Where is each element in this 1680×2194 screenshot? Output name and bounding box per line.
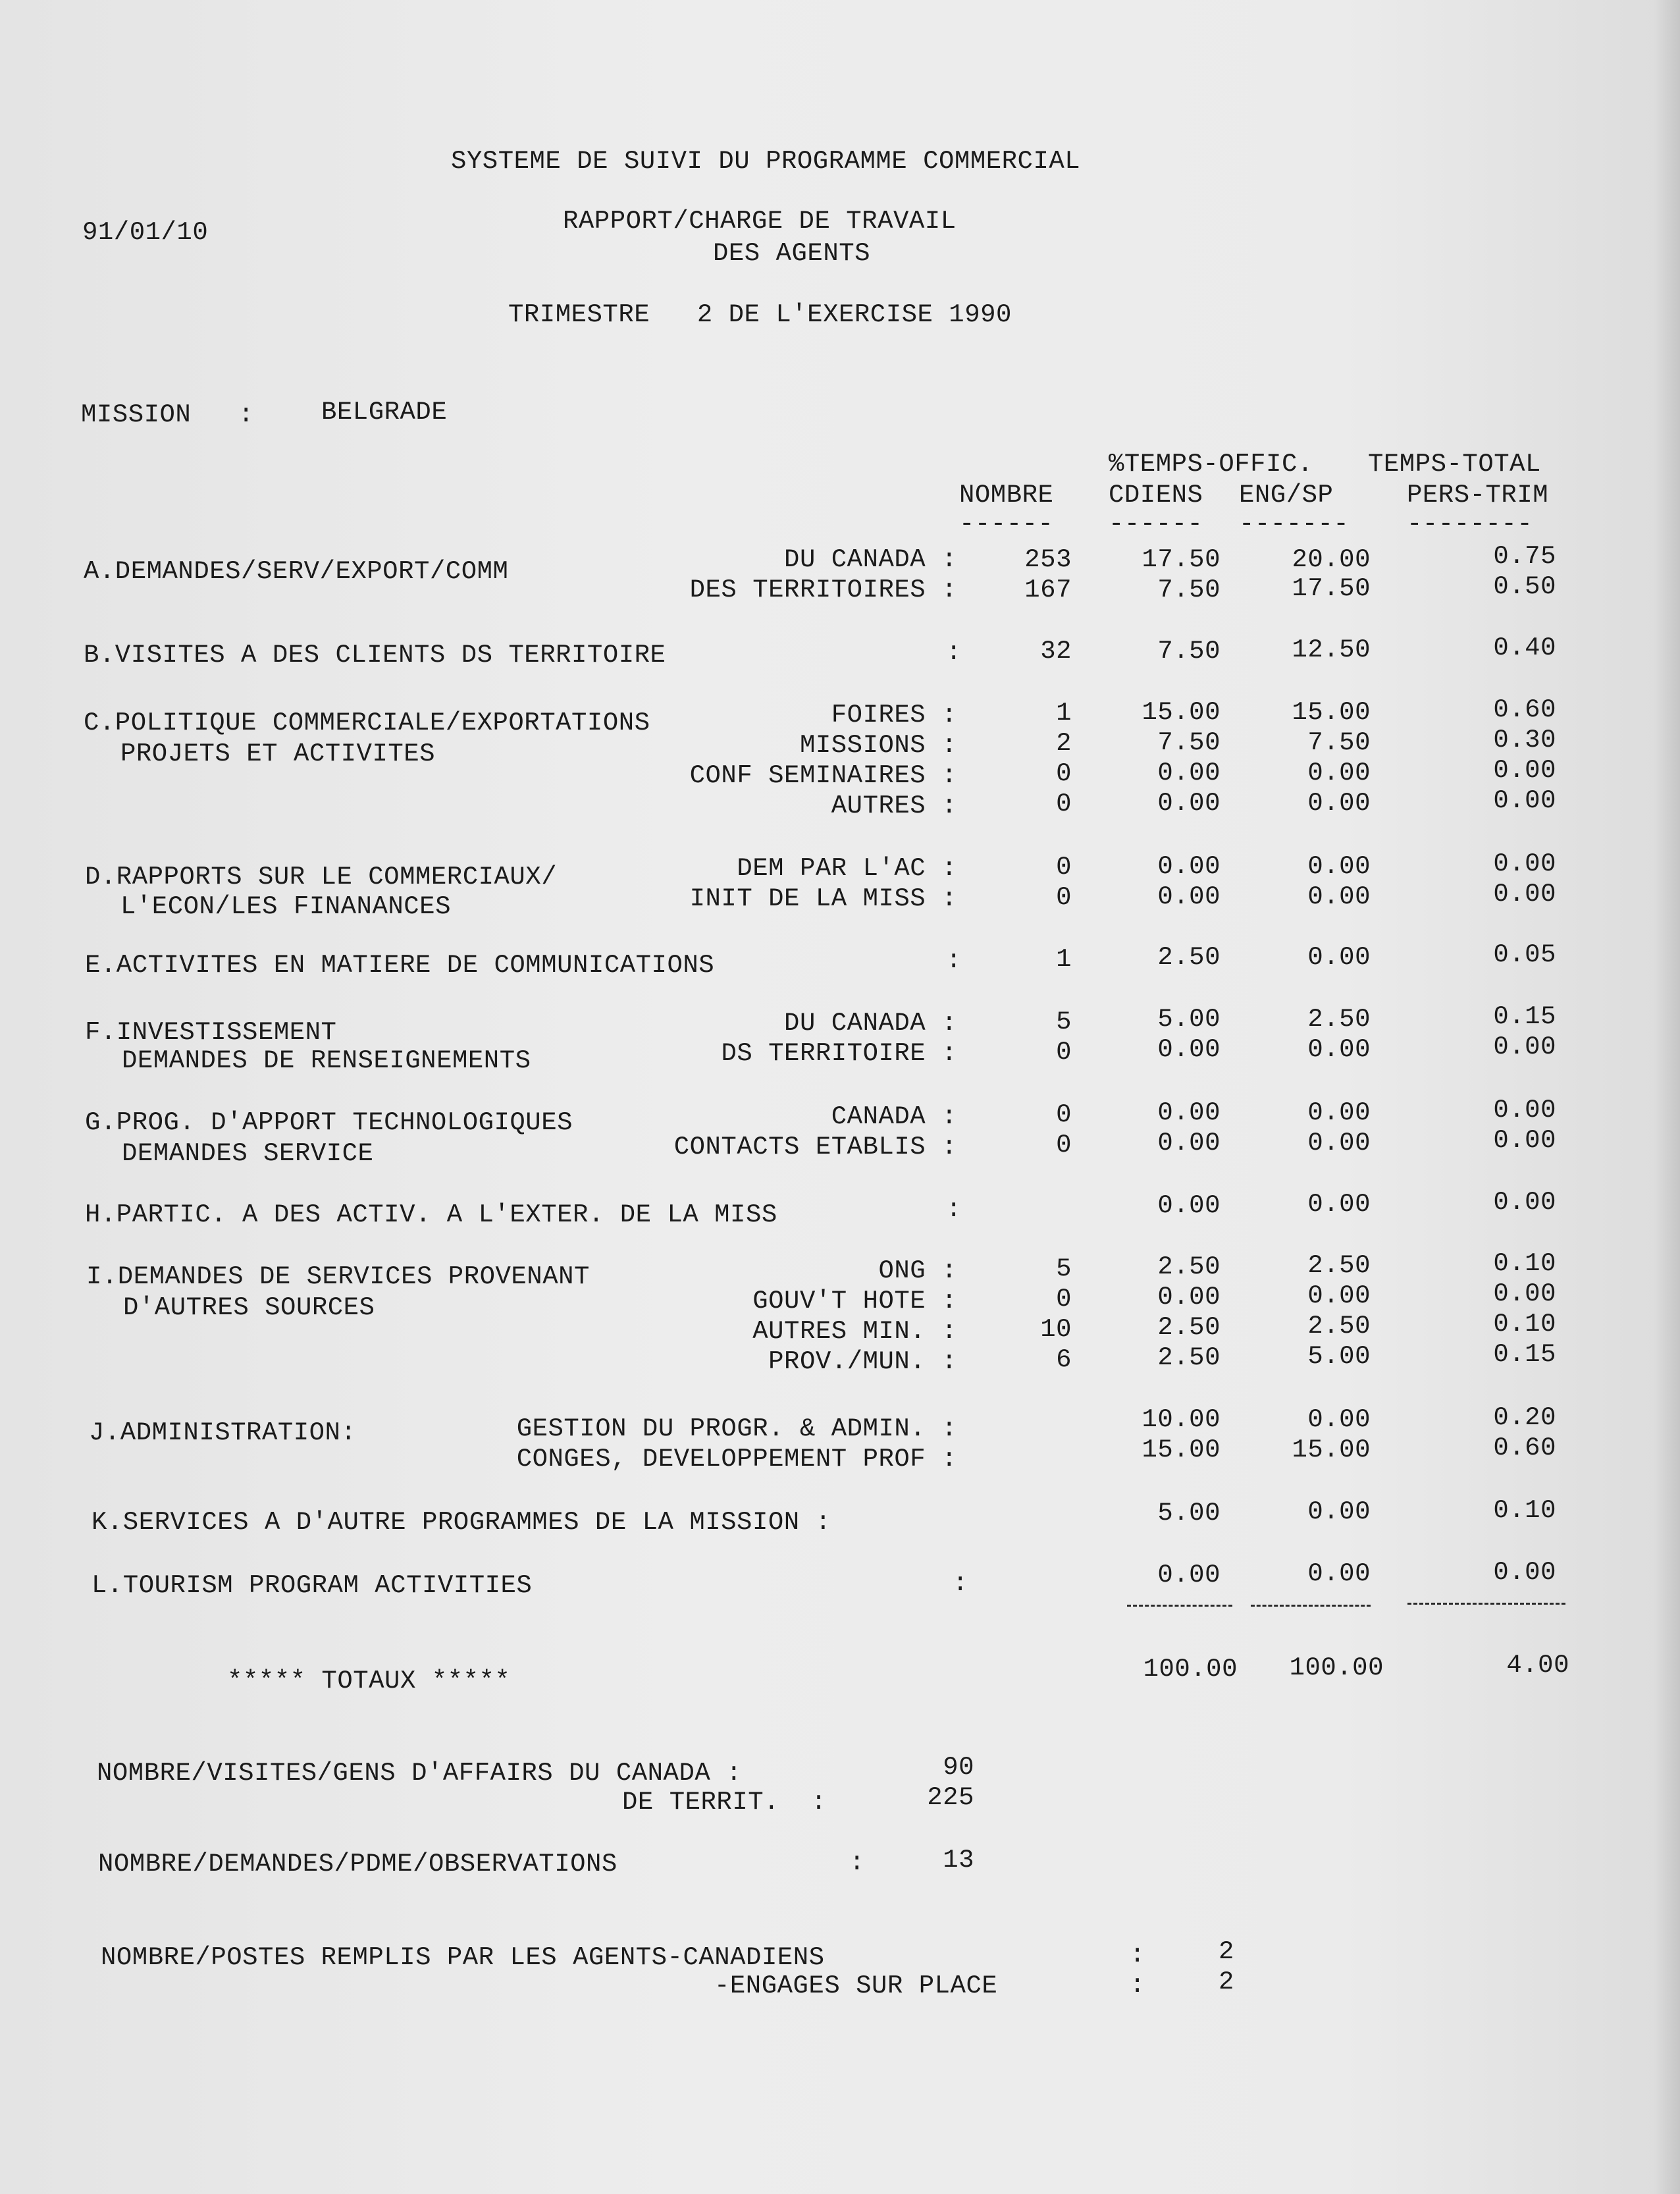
row-h-cdiens: 0.00	[1157, 1191, 1221, 1220]
row-i3-pers: 0.10	[1493, 1310, 1556, 1339]
row-c3-cdiens: 0.00	[1157, 759, 1221, 788]
row-e-colon: :	[946, 946, 962, 975]
row-a1-cdiens: 17.50	[1142, 545, 1221, 574]
row-c3-nombre: 0	[1056, 759, 1072, 788]
row-i1-pers: 0.10	[1493, 1249, 1556, 1278]
footer-demandes-value: 13	[943, 1846, 974, 1875]
row-d2-sub: INIT DE LA MISS :	[689, 884, 957, 913]
row-i2-eng: 0.00	[1307, 1281, 1371, 1310]
row-c2-eng: 7.50	[1307, 728, 1371, 757]
row-c4-sub: AUTRES :	[831, 791, 957, 820]
row-g2-cdiens: 0.00	[1157, 1129, 1221, 1158]
row-b-cdiens: 7.50	[1157, 637, 1221, 666]
row-i-label-2: D'AUTRES SOURCES	[123, 1293, 375, 1322]
row-a-label: A.DEMANDES/SERV/EXPORT/COMM	[84, 557, 509, 586]
totals-cdiens: 100.00	[1143, 1655, 1238, 1684]
row-c3-eng: 0.00	[1307, 759, 1371, 788]
col-header-nombre: NOMBRE	[959, 481, 1054, 510]
row-d-label-1: D.RAPPORTS SUR LE COMMERCIAUX/	[85, 863, 558, 892]
totals-rule-cdiens	[1127, 1605, 1232, 1607]
row-b-nombre: 32	[1040, 637, 1072, 666]
row-b-eng: 12.50	[1292, 635, 1371, 664]
row-f1-pers: 0.15	[1493, 1002, 1556, 1031]
row-a2-pers: 0.50	[1493, 572, 1556, 601]
row-f1-eng: 2.50	[1307, 1005, 1371, 1034]
row-d1-sub: DEM PAR L'AC :	[737, 854, 957, 883]
row-a1-pers: 0.75	[1493, 542, 1556, 571]
row-b-label: B.VISITES A DES CLIENTS DS TERRITOIRE	[84, 641, 666, 670]
row-f-label-1: F.INVESTISSEMENT	[85, 1018, 337, 1047]
row-l-pers: 0.00	[1493, 1558, 1556, 1587]
footer-postes-value-1: 2	[1219, 1937, 1234, 1966]
row-j2-pers: 0.60	[1493, 1433, 1556, 1462]
row-j1-sub: GESTION DU PROGR. & ADMIN. :	[516, 1414, 957, 1443]
report-subtitle-2: DES AGENTS	[713, 239, 871, 268]
row-f1-nombre: 5	[1056, 1007, 1072, 1036]
col-dash-nombre: ------	[959, 510, 1054, 539]
row-c2-nombre: 2	[1056, 729, 1072, 758]
row-i4-sub: PROV./MUN. :	[768, 1347, 957, 1376]
row-a2-nombre: 167	[1024, 575, 1072, 604]
row-f2-cdiens: 0.00	[1157, 1035, 1221, 1064]
footer-visites-label: NOMBRE/VISITES/GENS D'AFFAIRS DU CANADA :	[97, 1759, 743, 1788]
row-h-label: H.PARTIC. A DES ACTIV. A L'EXTER. DE LA MISS	[85, 1200, 777, 1229]
row-c4-cdiens: 0.00	[1157, 789, 1221, 818]
row-d2-nombre: 0	[1056, 883, 1072, 912]
row-c3-pers: 0.00	[1493, 756, 1556, 785]
totals-rule-eng-sp	[1251, 1605, 1371, 1607]
row-i3-cdiens: 2.50	[1157, 1313, 1221, 1342]
row-a1-eng: 20.00	[1292, 545, 1371, 574]
row-d1-nombre: 0	[1056, 853, 1072, 882]
row-j2-sub: CONGES, DEVELOPPEMENT PROF :	[516, 1445, 957, 1474]
row-d2-eng: 0.00	[1307, 882, 1371, 911]
row-c1-pers: 0.60	[1493, 695, 1556, 724]
footer-postes-value-2: 2	[1219, 1967, 1234, 1996]
footer-postes-label: NOMBRE/POSTES REMPLIS PAR LES AGENTS-CANADIENS	[101, 1943, 825, 1972]
row-i3-nombre: 10	[1040, 1315, 1072, 1344]
row-k-label: K.SERVICES A D'AUTRE PROGRAMMES DE LA MISSION :	[92, 1508, 831, 1537]
row-k-pers: 0.10	[1493, 1496, 1556, 1525]
row-c1-sub: FOIRES :	[831, 701, 957, 730]
row-g1-cdiens: 0.00	[1157, 1098, 1221, 1127]
report-title: SYSTEME DE SUIVI DU PROGRAMME COMMERCIAL	[451, 147, 1081, 176]
report-date: 91/01/10	[82, 218, 209, 247]
row-c2-cdiens: 7.50	[1157, 728, 1221, 757]
row-i3-eng: 2.50	[1307, 1312, 1371, 1341]
row-i2-cdiens: 0.00	[1157, 1283, 1221, 1312]
row-l-label: L.TOURISM PROGRAM ACTIVITIES	[92, 1571, 533, 1600]
footer-postes-colon-2: :	[1130, 1971, 1145, 2000]
row-f1-sub: DU CANADA :	[784, 1009, 957, 1038]
row-e-label: E.ACTIVITES EN MATIERE DE COMMUNICATIONS	[85, 951, 715, 980]
row-j-label: J.ADMINISTRATION:	[89, 1418, 357, 1447]
col-dash-eng-sp: -------	[1239, 510, 1350, 539]
footer-visites-territ-label: DE TERRIT. :	[622, 1788, 827, 1817]
col-dash-pers-trim: --------	[1407, 510, 1533, 539]
totals-rule-pers-trim	[1407, 1603, 1565, 1605]
row-f2-sub: DS TERRITOIRE :	[721, 1039, 957, 1068]
row-c3-sub: CONF SEMINAIRES :	[689, 761, 957, 790]
row-k-cdiens: 5.00	[1157, 1499, 1221, 1528]
row-e-cdiens: 2.50	[1157, 943, 1221, 972]
col-header-cdiens: CDIENS	[1109, 481, 1203, 510]
report-period: TRIMESTRE 2 DE L'EXERCISE 1990	[508, 300, 1012, 329]
row-f2-pers: 0.00	[1493, 1032, 1556, 1061]
row-i4-eng: 5.00	[1307, 1342, 1371, 1371]
row-g1-nombre: 0	[1056, 1100, 1072, 1129]
row-g1-pers: 0.00	[1493, 1096, 1556, 1125]
row-g2-nombre: 0	[1056, 1131, 1072, 1160]
row-d-label-2: L'ECON/LES FINANANCES	[120, 892, 451, 921]
row-d1-pers: 0.00	[1493, 849, 1556, 878]
col-header-pct-temps: %TEMPS-OFFIC.	[1109, 450, 1313, 479]
row-l-colon: :	[953, 1569, 968, 1598]
row-i4-cdiens: 2.50	[1157, 1343, 1221, 1372]
row-g1-eng: 0.00	[1307, 1098, 1371, 1127]
row-a1-sub: DU CANADA :	[784, 545, 957, 574]
row-a2-sub: DES TERRITOIRES :	[689, 575, 957, 604]
row-g2-pers: 0.00	[1493, 1126, 1556, 1155]
row-c2-pers: 0.30	[1493, 726, 1556, 755]
row-f2-nombre: 0	[1056, 1038, 1072, 1067]
totals-pers-trim: 4.00	[1506, 1651, 1569, 1680]
row-g-label-2: DEMANDES SERVICE	[122, 1139, 374, 1168]
row-l-cdiens: 0.00	[1157, 1561, 1221, 1590]
page-edge-shadow	[1654, 0, 1680, 2194]
row-c4-pers: 0.00	[1493, 786, 1556, 815]
row-c4-eng: 0.00	[1307, 789, 1371, 818]
row-c1-eng: 15.00	[1292, 698, 1371, 727]
row-i1-cdiens: 2.50	[1157, 1252, 1221, 1281]
row-c-label-1: C.POLITIQUE COMMERCIALE/EXPORTATIONS	[84, 709, 650, 737]
col-header-temps-total: TEMPS-TOTAL	[1368, 450, 1541, 479]
row-c2-sub: MISSIONS :	[799, 731, 957, 760]
row-h-pers: 0.00	[1493, 1188, 1556, 1217]
footer-demandes-colon: :	[849, 1848, 865, 1877]
row-c1-nombre: 1	[1056, 699, 1072, 728]
mission-value: BELGRADE	[321, 398, 448, 427]
row-f-label-2: DEMANDES DE RENSEIGNEMENTS	[122, 1046, 531, 1075]
row-i4-nombre: 6	[1056, 1345, 1072, 1374]
row-j1-pers: 0.20	[1493, 1403, 1556, 1432]
row-i1-nombre: 5	[1056, 1254, 1072, 1283]
footer-visites-territ: 225	[927, 1783, 974, 1812]
row-a1-nombre: 253	[1024, 545, 1072, 574]
row-i2-pers: 0.00	[1493, 1279, 1556, 1308]
row-h-eng: 0.00	[1307, 1190, 1371, 1219]
row-i1-sub: ONG :	[878, 1256, 957, 1285]
row-h-colon: :	[946, 1195, 962, 1224]
footer-visites-canada: 90	[943, 1753, 974, 1782]
row-d1-cdiens: 0.00	[1157, 852, 1221, 881]
row-g2-sub: CONTACTS ETABLIS :	[673, 1133, 957, 1162]
row-i3-sub: AUTRES MIN. :	[752, 1317, 957, 1346]
row-b-pers: 0.40	[1493, 633, 1556, 662]
col-dash-cdiens: ------	[1109, 510, 1203, 539]
totals-label: ***** TOTAUX *****	[227, 1667, 511, 1696]
row-c-label-2: PROJETS ET ACTIVITES	[120, 739, 436, 768]
footer-demandes-label: NOMBRE/DEMANDES/PDME/OBSERVATIONS	[98, 1850, 617, 1879]
row-a2-cdiens: 7.50	[1157, 575, 1221, 604]
row-d2-pers: 0.00	[1493, 880, 1556, 909]
report-subtitle-1: RAPPORT/CHARGE DE TRAVAIL	[563, 207, 957, 236]
row-j1-eng: 0.00	[1307, 1405, 1371, 1434]
mission-label: MISSION :	[81, 400, 254, 429]
row-g2-eng: 0.00	[1307, 1129, 1371, 1158]
row-f1-cdiens: 5.00	[1157, 1005, 1221, 1034]
row-d2-cdiens: 0.00	[1157, 882, 1221, 911]
row-i-label-1: I.DEMANDES DE SERVICES PROVENANT	[86, 1262, 590, 1291]
row-i1-eng: 2.50	[1307, 1251, 1371, 1280]
row-b-colon: :	[946, 638, 962, 667]
row-j2-eng: 15.00	[1292, 1435, 1371, 1464]
row-e-nombre: 1	[1056, 945, 1072, 974]
footer-postes-sub: -ENGAGES SUR PLACE	[714, 1971, 998, 2000]
row-j1-cdiens: 10.00	[1142, 1405, 1221, 1434]
row-i4-pers: 0.15	[1493, 1340, 1556, 1369]
row-g1-sub: CANADA :	[831, 1102, 957, 1131]
row-f2-eng: 0.00	[1307, 1035, 1371, 1064]
row-c4-nombre: 0	[1056, 789, 1072, 818]
row-k-eng: 0.00	[1307, 1497, 1371, 1526]
row-g-label-1: G.PROG. D'APPORT TECHNOLOGIQUES	[85, 1108, 573, 1137]
row-e-eng: 0.00	[1307, 943, 1371, 972]
row-i2-nombre: 0	[1056, 1285, 1072, 1314]
row-j2-cdiens: 15.00	[1142, 1435, 1221, 1464]
footer-postes-colon-1: :	[1130, 1940, 1145, 1969]
row-i2-sub: GOUV'T HOTE :	[752, 1287, 957, 1316]
row-e-pers: 0.05	[1493, 940, 1556, 969]
col-header-pers-trim: PERS-TRIM	[1407, 481, 1549, 510]
row-l-eng: 0.00	[1307, 1559, 1371, 1588]
row-a2-eng: 17.50	[1292, 574, 1371, 603]
row-c1-cdiens: 15.00	[1142, 698, 1221, 727]
totals-eng-sp: 100.00	[1289, 1653, 1384, 1682]
row-d1-eng: 0.00	[1307, 852, 1371, 881]
col-header-eng-sp: ENG/SP	[1239, 481, 1334, 510]
